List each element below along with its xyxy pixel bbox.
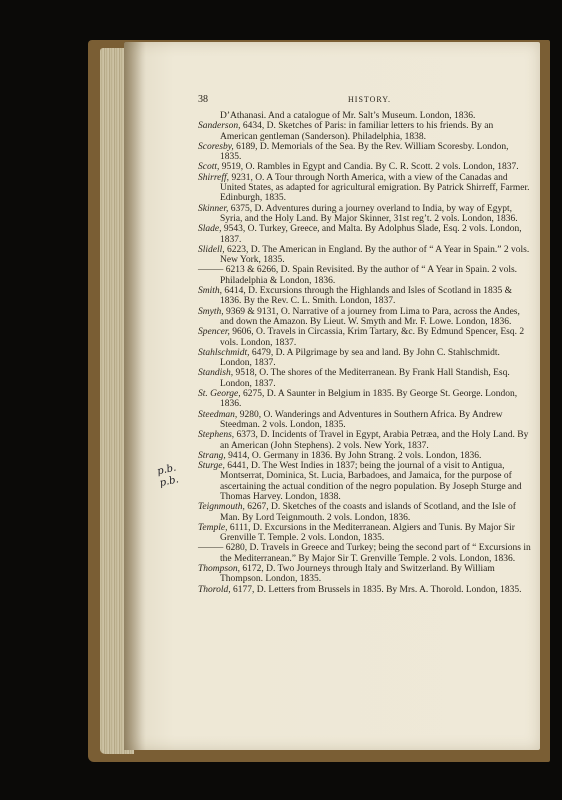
entry-author: Standish, [198,368,234,379]
margin-note: p.b. [158,474,180,490]
entry-text: 9231, O. A Tour through North America, with a view of the Canadas and United States, as adapted for agricultural emigration. By Patrick Shirreff, Farmer. Edinburgh, 1835. [220,172,530,204]
entry-text: D’Athanasi. And a catalogue of Mr. Salt’s Museum. London, 1836. [220,111,476,121]
entry-author: Slade, [198,224,222,235]
bibliography-entry [198,142,532,163]
bibliography-entry [198,543,532,564]
entry-text: 6414, D. Excursions through the Highlands and Isles of Scotland in 1835 & 1836. By the Rev. C. L. Smith. London, 1837. [220,286,512,307]
entry-text: 6267, D. Sketches of the coasts and islands of Scotland, and the Isle of Man. By Lord Teignmouth. 2 vols. London, 1836. [220,502,516,523]
entry-text: 6177, D. Letters from Brussels in 1835. By Mrs. A. Thorold. London, 1835. [230,584,522,595]
entry-text: 9369 & 9131, O. Narrative of a journey from Lima to Para, across the Andes, and down the Amazon. By Lieut. W. Smyth and Mr. F. Lowe. London, 1836. [220,306,520,327]
entry-text: 6275, D. A Saunter in Belgium in 1835. By George St. George. London, 1836. [220,389,518,410]
bibliography-entry [198,523,532,544]
bibliography-entry [198,461,532,502]
spine-shadow [124,42,146,750]
entry-author: Smith, [198,286,223,297]
page-header [198,94,532,108]
entry-text: 6280, D. Travels in Greece and Turkey; being the second part of “ Excursions in the Mediterranean.” By Major Sir T. Grenville Temple. 2 vols. London, 1836. [220,543,531,564]
entry-text: 6479, D. A Pilgrimage by sea and land. By John C. Stahlschmidt. London, 1837. [220,347,500,369]
bibliography-entry [198,173,532,204]
bibliography-entry [198,307,532,328]
entry-text: 6213 & 6266, D. Spain Revisited. By the author of “ A Year in Spain. 2 vols. Philadelphia & London, 1836. [220,265,518,286]
bibliography-entry [198,121,532,142]
bibliography-entry [198,162,532,172]
bibliography-entry [198,410,532,431]
entry-author: Sturge, [198,461,225,472]
entry-text: 9519, O. Rambles in Egypt and Candia. By C. R. Scott. 2 vols. London, 1837. [219,162,519,173]
entry-author: Scott, [198,162,220,173]
bibliography-entry [198,389,532,410]
entry-author: Stahlschmidt, [198,347,250,358]
bibliography-entry [198,564,532,585]
entry-author: Skinner, [198,203,229,214]
entry-author: Thompson, [198,564,240,575]
entry-text: 6111, D. Excursions in the Mediterranean. Algiers and Tunis. By Major Sir Grenville T. Temple. 2 vols. London, 1835. [220,522,515,544]
entry-text: 9280, O. Wanderings and Adventures in Southern Africa. By Andrew Steedman. 2 vols. London, 1835. [220,409,503,430]
entry-text: 9543, O. Turkey, Greece, and Malta. By Adolphus Slade, Esq. 2 vols. London, 1837. [220,224,522,245]
entry-author: Slidell, [198,244,225,255]
bibliography-entry [198,430,532,451]
entry-author: Stephens, [198,430,235,441]
entry-text: 9518, O. The shores of the Mediterranean. By Frank Hall Standish, Esq. London, 1837. [220,368,510,389]
entry-author: ——— [198,543,224,554]
bibliography-entry [198,111,532,121]
bibliography-entry [198,286,532,307]
bibliography-entry [198,265,532,286]
entry-author: Scoresby, [198,141,234,152]
entry-author: Sanderson, [198,121,241,132]
bibliography-entry [198,348,532,369]
bibliography-entry [198,224,532,245]
bibliography-entry [198,327,532,348]
entry-text: 6441, D. The West Indies in 1837; being the journal of a visit to Antigua, Montserrat, Dominica, St. Lucia, Barbadoes, and Jamaica, for the purpose of ascertaining the actual condition of the negro population. By Joseph Sturge and Thomas Harvey. London, 1838. [220,461,522,502]
bibliography-list [198,111,532,595]
bibliography-entry [198,245,532,266]
entry-text: 6434, D. Sketches of Paris: in familiar letters to his friends. By an American gentleman (Sanderson). Philadelphia, 1838. [220,121,494,142]
running-head: HISTORY. [348,95,392,104]
entry-author: Steedman, [198,409,238,420]
entry-author: Smyth, [198,306,224,317]
entry-author: Thorold, [198,584,231,595]
entry-text: 6223, D. The American in England. By the author of “ A Year in Spain.” 2 vols. New York, 1835. [220,244,530,266]
entry-text: 9414, O. Germany in 1836. By John Strang. 2 vols. London, 1836. [225,450,482,461]
bibliography-entry [198,585,532,595]
entry-text: 6375, D. Adventures during a journey overland to India, by way of Egypt, Syria, and the Holy Land. By Major Skinner, 31st reg’t. 2 vols. London, 1836. [220,203,518,224]
entry-author: St. George, [198,389,241,400]
bibliography-entry [198,451,532,461]
entry-text: 6172, D. Two Journeys through Italy and Switzerland. By William Thompson. London, 1835. [220,564,495,585]
bibliography-entry [198,204,532,225]
entry-text: 9606, O. Travels in Circassia, Krim Tartary, &c. By Edmund Spencer, Esq. 2 vols. London, 1837. [220,327,525,348]
entry-author: Teignmouth, [198,502,245,513]
page-number: 38 [198,94,208,105]
entry-author: Shirreff, [198,172,230,183]
entry-text: 6373, D. Incidents of Travel in Egypt, Arabia Petræa, and the Holy Land. By an American (John Stephens). 2 vols. New York, 1837. [220,430,529,451]
entry-author: ——— [198,265,224,276]
entry-author: Temple, [198,522,228,533]
entry-author: Strang, [198,450,226,461]
entry-text: 6189, D. Memorials of the Sea. By the Rev. William Scoresby. London, 1835. [220,141,509,163]
margin-note: p.b. [156,462,178,478]
bibliography-entry [198,502,532,523]
bibliography-entry [198,368,532,389]
entry-author: Spencer, [198,327,230,338]
